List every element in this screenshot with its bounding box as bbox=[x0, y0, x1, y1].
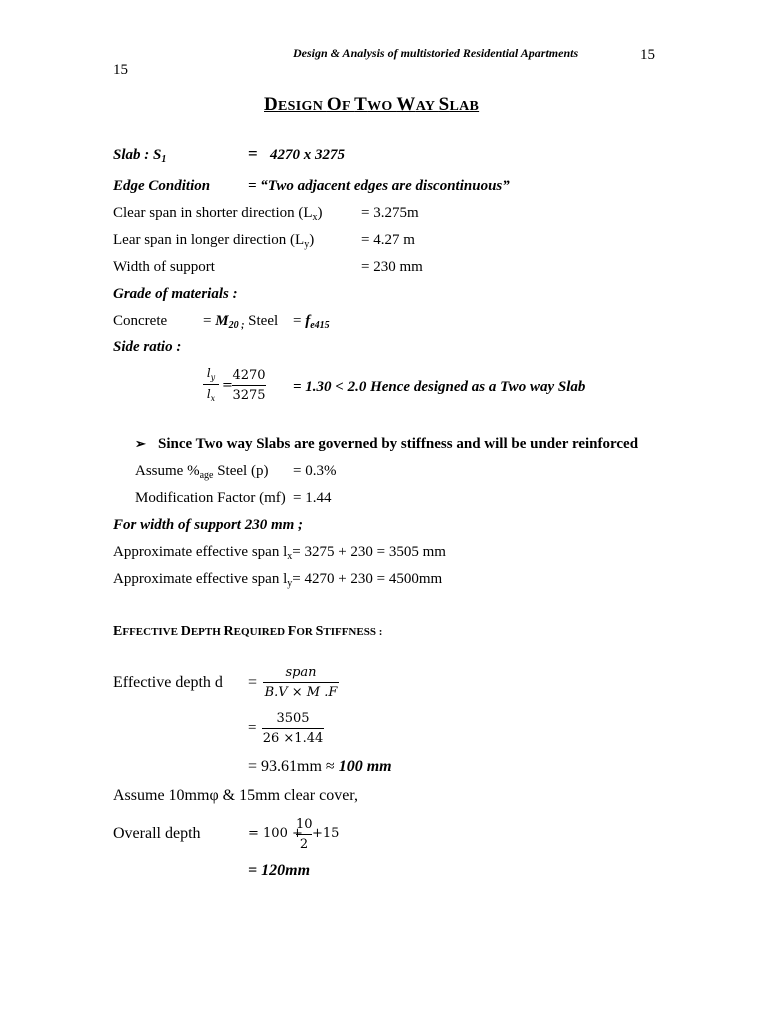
effective-depth-result: = 93.61mm ≈ 100 mm bbox=[248, 758, 392, 775]
grade-heading: Grade of materials : bbox=[113, 286, 238, 302]
shorter-span-label: Clear span in shorter direction $(L_x)$ bbox=[113, 205, 323, 223]
assume-steel-label: Assume $\%_{age}$ Steel (p) bbox=[135, 463, 269, 481]
steel-grade: = $f_{e415}$ bbox=[293, 313, 330, 331]
materials-line: = $M_{20 ;}$ Steel bbox=[203, 313, 279, 331]
effective-span-x: Approximate effective span $l_x= 3275 + 230 = 3505$ mm bbox=[113, 544, 446, 562]
overall-depth-label: Overall depth bbox=[113, 825, 201, 842]
side-ratio-heading: Side ratio : bbox=[113, 339, 182, 355]
modification-factor-label: Modification Factor (mf) bbox=[135, 490, 286, 506]
section-heading-effective-depth: EFFECTIVE DEPTH REQUIRED FOR STIFFNESS : bbox=[113, 624, 383, 639]
modification-factor-value: = 1.44 bbox=[293, 490, 332, 506]
longer-span-label: Lear span in longer direction $(L_y)$ bbox=[113, 232, 315, 250]
running-header: Design & Analysis of multistoried Residential Apartments bbox=[293, 46, 579, 60]
span-over-bv-mf: span B.V × M .F bbox=[264, 665, 338, 700]
support-width-value: = 230 mm bbox=[361, 259, 423, 275]
effective-depth-equals: = bbox=[248, 674, 258, 691]
slab-equals: = bbox=[248, 144, 258, 163]
longer-span-value: = 4.27 m bbox=[361, 232, 415, 248]
cover-note: Assume 10mmφ & 15mm clear cover, bbox=[113, 787, 358, 804]
effective-span-y: Approximate effective span $l_y= 4270 + 230 = 4500mm$ bbox=[113, 571, 443, 589]
overall-depth-result: = 120mm bbox=[248, 862, 311, 879]
half-bar-fraction: 10 2 bbox=[296, 817, 313, 852]
slab-label: Slab : $S_1$ bbox=[113, 147, 167, 165]
ratio-result: = 1.30 < 2.0 Hence designed as a Two way Slab bbox=[293, 379, 586, 395]
support-width-heading: For width of support 230 mm ; bbox=[113, 517, 304, 533]
ratio-fraction: 4270 3275 bbox=[232, 368, 266, 403]
slab-value: 4270 x 3275 bbox=[270, 147, 345, 163]
ly-over-lx: $l_y$ $l_x$ bbox=[203, 366, 219, 403]
page-number-left: 15 bbox=[113, 62, 128, 78]
depth-calc-fraction: 3505 26 ×1.44 bbox=[262, 711, 324, 746]
ratio-equals: = bbox=[222, 378, 233, 393]
assume-steel-value: = 0.3% bbox=[293, 463, 337, 479]
calc-equals: = bbox=[248, 720, 257, 736]
shorter-span-value: = 3.275m bbox=[361, 205, 419, 221]
page-title: DESIGN OF TWO WAY SLAB bbox=[264, 94, 480, 115]
effective-depth-label: Effective depth d bbox=[113, 674, 223, 691]
concrete-label: Concrete bbox=[113, 313, 168, 329]
arrow-bullet-icon: ➢ bbox=[135, 436, 146, 451]
overall-depth-expr-end: +15 bbox=[312, 826, 340, 841]
overall-depth-expr-start: = 100 + bbox=[248, 826, 303, 841]
stiffness-note: Since Two way Slabs are governed by stiffness and will be under reinforced bbox=[158, 436, 639, 452]
edge-condition-value: = “Two adjacent edges are discontinuous” bbox=[248, 178, 510, 194]
edge-condition-label: Edge Condition bbox=[113, 178, 211, 194]
page-number-right: 15 bbox=[640, 47, 655, 63]
support-width-label: Width of support bbox=[113, 259, 215, 275]
